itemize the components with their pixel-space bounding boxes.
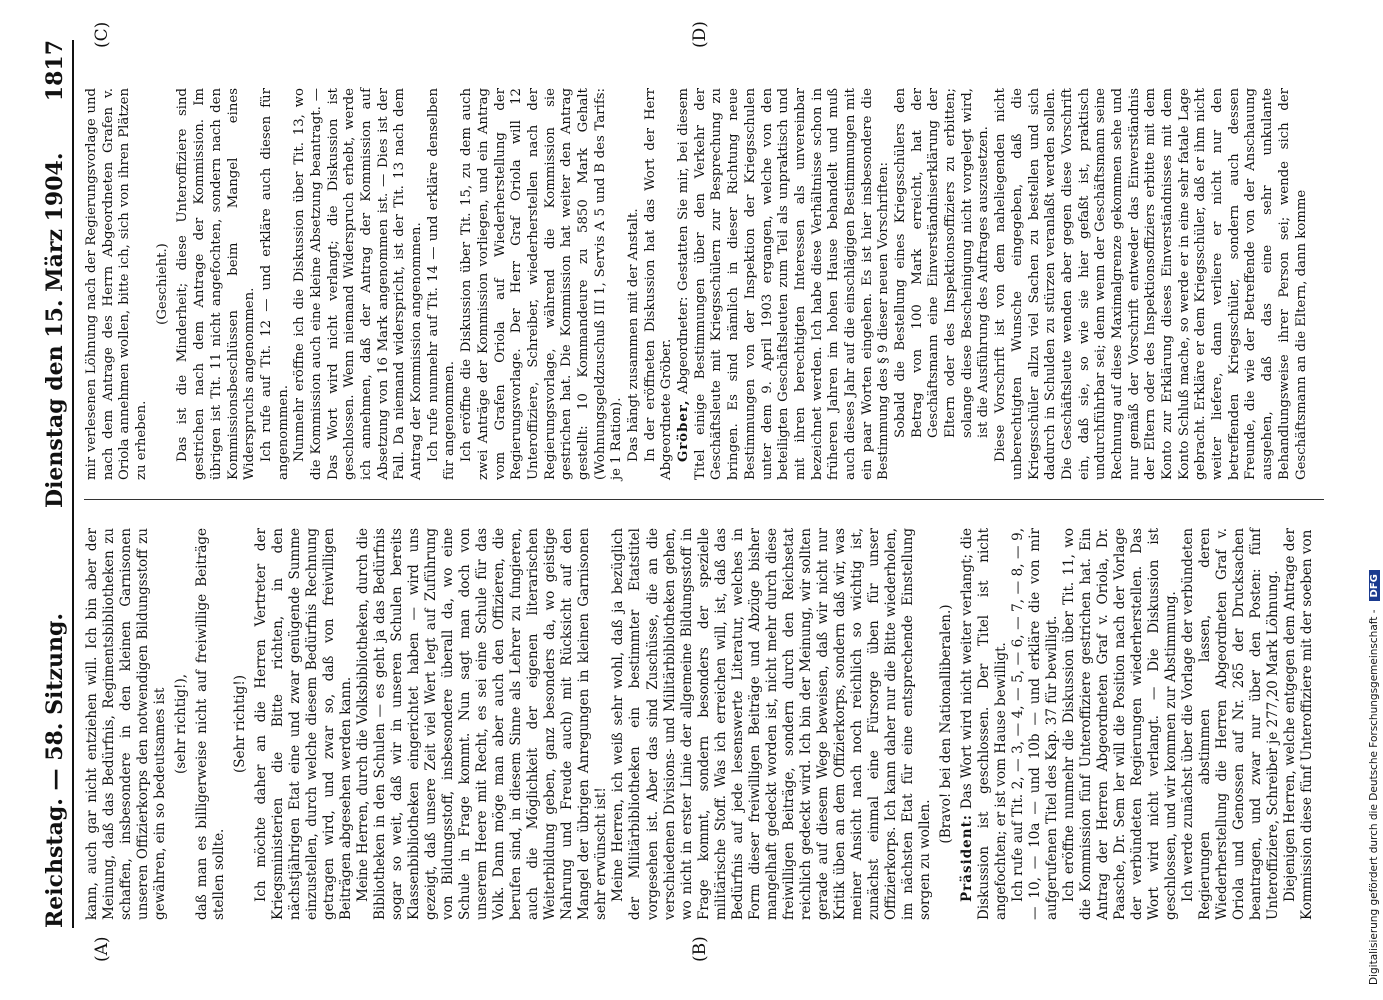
speaker-paragraph	[959, 528, 1010, 920]
speaker-paragraph	[676, 88, 893, 480]
speaker-text: Abgeordneter: Gestatten Sie mir, bei diesem Titel einige Bestimmungen über den Verkehr der Geschäftsleute mit Kriegsschülern zur Besprechung zu bringen. Es sind nämlich in dieser Richtung neue Bestimmungen von der Inspektion der Kriegsschulen unter dem 9. April 1903 ergangen, welche von den beteiligten Geschäftsleuten zum Teil als unpraktisch und mit ihren berechtigten Interessen als unvereinbar bezeichnet werden. Ich habe diese Verhältnisse schon in früheren Jahren im hohen Hause behandelt und muß auch dieses Jahr auf die einschlägigen Bestimmungen mit ein paar Worten eingehen. Es ist hier insbesondere die Bestimmung des § 9 dieser neuen Vorschriften:	[676, 88, 892, 480]
interjection: (sehr richtig!),	[173, 673, 190, 775]
paragraph: Ich eröffne die Diskussion über Tit. 15, zu dem auch zwei Anträge der Kommission vorliegen, und ein Antrag vom Grafen Oriola auf Wiederherstellung der Regierungsvorlage. Der Herr Graf Oriola will 12 Unteroffiziere, Schreiber, wiederherstellen nach der Regierungsvorlage, während die Kommission sie gestrichen hat. Die Kommission hat weiter den Antrag gestellt: 10 Kommandeure zu 5850 Mark Gehalt (Wohnungsgeldzuschuß III 1, Servis A 5 und B des Tarifs: je 1 Ration).	[459, 88, 625, 480]
header-left: Reichstag. — 58. Sitzung.	[42, 612, 68, 928]
margin-letter-d: (D)	[690, 21, 710, 48]
page-header	[28, 40, 74, 928]
paragraph: daß man es billigerweise nicht auf freiwillige Beiträge stellen sollte.	[194, 528, 228, 920]
margin-letter-a: (A)	[92, 936, 112, 962]
paragraph: Das hängt zusammen mit der Anstalt.	[626, 208, 641, 462]
paragraph: Ich werde zunächst über die Vorlage der verbündeten Regierungen abstimmen lassen, deren Wiederherstellung die Herren Abgeordneten Graf v. Oriola und Genossen auf Nr. 265 der Drucksachen beantragen, und zwar nur über den Posten: fünf Unteroffiziere, Schreiber je 277,20 Mark Löhnung.	[1179, 528, 1282, 920]
paragraph: Ich rufe auf Tit. 12 — und erkläre auch diesen für angenommen.	[258, 88, 291, 480]
paragraph: Nunmehr eröffne ich die Diskussion über Tit. 13, wo die Kommission auch eine kleine Absetzung beantragt. — Das Wort wird nicht verlangt; die Diskussion ist geschlossen. Wenn niemand Widerspruch erhebt, werde ich annehmen, daß der Antrag der Kommission auf Absetzung von 16 Mark angenommen ist. — Dies ist der Fall. Da niemand widerspricht, ist der Tit. 13 nach dem Antrag der Kommission angenommen.	[292, 88, 425, 480]
dfg-logo: DFG	[1369, 570, 1380, 601]
paragraph: Sobald die Bestellung eines Kriegsschülers den Betrag von 100 Mark erreicht, hat der Geschäftsmann eine Einverständniserklärung der Eltern oder des Inspektionsoffiziers zu erbitten; solange diese Bescheinigung nicht vorgelegt wird, ist die Ausführung des Auftrages auszusetzen.	[893, 88, 992, 438]
page-number: 1817	[42, 40, 68, 102]
paragraph: Meine Herren, ich weiß sehr wohl, daß ja bezüglich der Militärbibliotheken ein bestimmter Etatstitel vorgesehen ist. Aber das sind Zuschüsse, die an die verschiedenen Divisions- und Militärbibliotheken gehen, wo nicht in erster Linie der allgemeine Bildungsstoff in Frage kommt, sondern besonders der spezielle militärische Stoff. Was ich erreichen will, ist, daß das Bedürfnis auf jede lesenswerte Literatur, welches in Form dieser freiwilligen Beiträge und Abzüge bisher mangelhaft gedeckt worden ist, nicht mehr durch diese freiwilligen Beiträge, sondern durch den Reichsetat reichlich gedeckt wird. Ich bin der Meinung, wir sollten gerade auf diesem Wege beweisen, daß wir nicht nur Kritik üben an dem Offizierkorps, sondern daß wir, was meiner Ansicht nach noch reichlich so wichtig ist, zunächst einmal eine Fürsorge üben für unser Offizierkorps. Ich kann daher nur die Bitte wiederholen, im nächsten Etat für eine entsprechende Einstellung sorgen zu wollen.	[610, 528, 933, 920]
header-date: Dienstag den 15. März 1904.	[42, 152, 68, 508]
paragraph: Das ist die Minderheit; diese Unteroffiziere sind gestrichen nach dem Antrage der Kommission. Im übrigen ist Tit. 11 nicht angefochten, sondern nach den Kommissionsbeschlüssen beim Mangel eines Widerspruchs angenommen.	[175, 88, 258, 480]
column-divider	[84, 499, 1324, 500]
speaker-name: Gröber,	[676, 399, 692, 462]
paragraph: Ich rufe auf Tit. 2, — 3, — 4, — 5, — 6, — 7, — 8, — 9, — 10, — 10a — und 10b — und erkläre die von mir aufgerufenen Titel des Kap. 37 für bewilligt.	[1009, 528, 1060, 920]
text-column-left	[84, 528, 1316, 920]
paragraph: Diejenigen Herren, welche entgegen dem Antrage der Kommission diese fünf Unteroffiziere mit der soeben von	[1282, 528, 1316, 920]
interjection: (Sehr richtig!)	[232, 674, 249, 774]
paragraph: Ich eröffne nunmehr die Diskussion über Tit. 11, wo die Kommission fünf Unteroffiziere gestrichen hat. Ein Antrag der Herren Abgeordneten Graf v. Oriola, Dr. Paasche, Dr. Sem ler will die Position nach der Vorlage der verbündeten Regierungen wiederherstellen. Das Wort wird nicht verlangt. — Die Diskussion ist geschlossen, und wir kommen zur Abstimmung.	[1060, 528, 1179, 920]
speaker-text: Das Wort wird nicht weiter verlangt; die Diskussion ist geschlossen. Der Titel ist nicht angefochten; er ist vom Hause bewilligt.	[958, 528, 1009, 920]
credit-text: Digitalisierung gefördert durch die Deutsche Forschungsgemeinschaft -	[1368, 609, 1380, 985]
margin-letter-c: (C)	[92, 21, 112, 48]
paragraph: mir verlesenen Löhnung nach der Regierungsvorlage und nach dem Antrage des Herrn Abgeordneten Grafen v. Oriola annehmen wollen, bitte ich, sich von ihren Plätzen zu erheben.	[84, 88, 150, 480]
interjection: (Geschieht.)	[154, 243, 170, 325]
text-column-right	[84, 88, 1310, 480]
speaker-name: Präsident:	[958, 814, 975, 902]
interjection: (Bravo! bei den Nationalliberalen.)	[937, 604, 954, 844]
paragraph: kann, auch gar nicht entziehen will. Ich bin aber der Meinung, daß das Bedürfnis, Regimentsbibliotheken zu schaffen, insbesondere in den kleinen Garnisonen unseren Offizierkorps den notwendigen Bildungsstoff zu gewähren, ein so bedeutsames ist	[84, 528, 169, 920]
margin-letter-b: (B)	[690, 936, 710, 962]
digitization-credit	[1368, 5, 1380, 985]
paragraph: Ich möchte daher an die Herren Vertreter der Kriegsministerien die Bitte richten, in den nächstjährigen Etat eine und zwar genügende Summe einzustellen, durch welche diesem Bedürfnis Rechnung getragen wird, und zwar so, daß von freiwilligen Beiträgen abgesehen werden kann.	[253, 528, 355, 920]
paragraph: Diese Vorschrift ist von dem naheliegenden nicht unberechtigten Wunsche eingegeben, daß die Kriegsschüler allzu viel Sachen zu bestellen und sich dadurch in Schulden zu stürzen veranlaßt werden sollen. Die Geschäftsleute wenden aber gegen diese Vorschrift ein, daß sie, so wie sie hier gefaßt ist, praktisch undurchführbar sei; denn wenn der Geschäftsmann seine Rechnung auf diese Maximalgrenze gekommen sehe und nur gemäß der Vorschrift entweder das Einverständnis der Eltern oder des Inspektionsoffiziers erbitte mit dem Konto zur Erklärung dieses Einverständnisses mit dem Konto Schluß mache, so werde er in eine sehr fatale Lage gebracht. Erkläre er dem Kriegsschüler, daß er ihm nicht weiter liefere, dann verliere er nicht nur den betreffenden Kriegsschüler, sondern auch dessen Freunde, die wie der Betreffende von der Anschauung ausgehen, daß das eine sehr unkulante Behandlungsweise ihrer Person sei; wende sich der Geschäftsmann an die Eltern, dann komme	[993, 88, 1309, 480]
paragraph: Meine Herren, durch die Volksbibliotheken, durch die Bibliotheken in den Schulen — es geht ja das Bedürfnis sogar so weit, daß wir in unseren Schulen bereits Klassenbibliotheken eingerichtet haben — wird uns gezeigt, daß unsere Zeit viel Wert legt auf Zuführung von Bildungsstoff, insbesondere überall da, wo eine Schule in Frage kommt. Nun sagt man doch von unserem Heere mit Recht, es sei eine Schule für das Volk. Dann möge man aber auch den Offizieren, die berufen sind, in diesem Sinne als Lehrer zu fungieren, auch die Möglichkeit der eigenen literarischen Weiterbildung geben, ganz besonders da, wo geistige Nahrung und Freude auch) mit Rücksicht auf den Mangel der übrigen Anregungen in kleinen Garnisonen sehr erwünscht ist!	[355, 528, 610, 920]
paragraph: Ich rufe nunmehr auf Tit. 14 — und erkläre denselben für angenommen.	[425, 88, 458, 480]
paragraph: In der eröffneten Diskussion hat das Wort der Herr Abgeordnete Gröber.	[642, 88, 675, 480]
